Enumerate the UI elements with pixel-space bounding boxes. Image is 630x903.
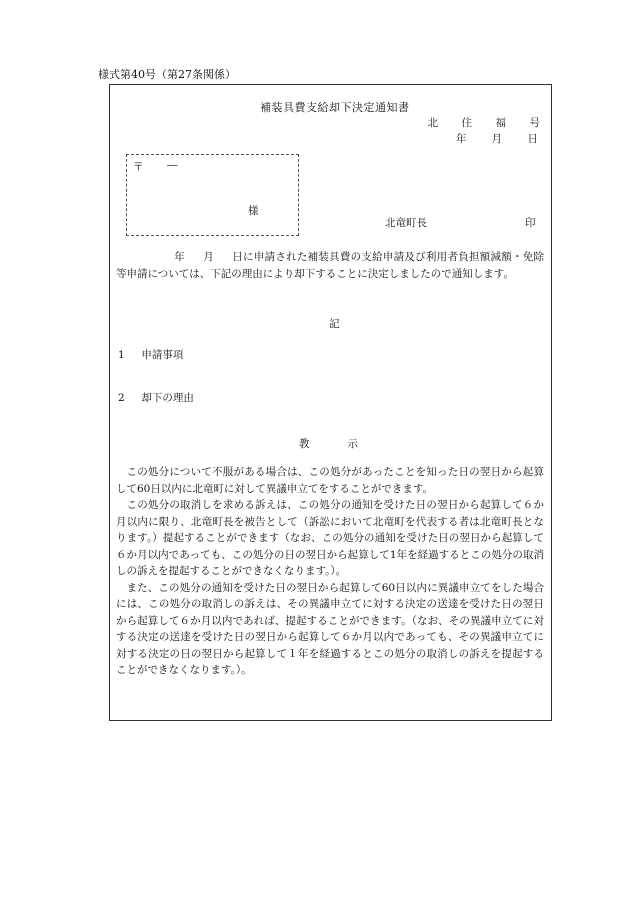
postal-dash: ― xyxy=(167,159,178,171)
body-text: 日に申請された補装具費の支給申請及び利用者負担額減額・免除等申請については、下記の理由により却下することに決定しましたので通知します。 xyxy=(116,251,544,280)
seal-mark: 印 xyxy=(525,217,536,229)
number-prefix: 北 xyxy=(427,117,438,129)
document-number-line xyxy=(420,115,540,130)
form-number: 様式第40号（第27条関係） xyxy=(98,68,236,81)
item-application xyxy=(118,347,183,362)
body-paragraph xyxy=(116,249,544,282)
address-box xyxy=(126,154,299,236)
item-label: 却下の理由 xyxy=(141,392,194,404)
date-day: 日 xyxy=(527,133,538,145)
notice-paragraph: この処分について不服がある場合は、この処分があったことを知った日の翌日から起算して60日以内に北竜町に対して異議申立てをすることができます。 xyxy=(116,466,544,495)
ki-heading: 記 xyxy=(329,318,340,330)
item-reason xyxy=(118,390,194,405)
date-year: 年 xyxy=(456,133,467,145)
body-month: 月 xyxy=(203,251,215,263)
item-label: 申請事項 xyxy=(141,349,184,361)
body-year: 年 xyxy=(174,251,186,263)
addressee-honorific: 様 xyxy=(248,205,259,217)
number-suffix: 号 xyxy=(529,117,540,129)
document-title: 補装具費支給却下決定通知書 xyxy=(260,101,410,114)
notice-paragraph: この処分の取消しを求める訴えは、この処分の通知を受けた日の翌日から起算して６か月以内に限り、北竜町長を被告として（訴訟において北竜町を代表する者は北竜町長となります。）提起することができます（なお、この処分の通知を受けた日の翌日から起算して６か月以内であっても、この処分の日の翌日から起算して1年を経過するとこの処分の取消しの訴えを提起することができなくなります。）。 xyxy=(116,499,544,577)
item-number: 2 xyxy=(118,392,125,404)
notice-paragraph: また、この処分の通知を受けた日の翌日から起算して60日以内に異議申立てをした場合には、この処分の取消しの訴えは、その異議申立てに対する決定の送達を受けた日の翌日から起算して６か月以内であれば、提起することができます。（なお、その異議申立てに対する決定の送達を受けた日の翌日から起算して６か月以内であっても、その異議申立てに対する決定の日の翌日から起算して１年を経過するとこの処分の取消しの訴えを提起することができなくなります。）。 xyxy=(116,581,544,676)
item-number: 1 xyxy=(118,349,125,361)
number-part-2: 住 xyxy=(461,117,472,129)
notice-section xyxy=(116,464,544,679)
postal-mark: 〒 xyxy=(133,161,144,173)
document-frame xyxy=(109,84,552,721)
kyoji-heading: 教示 xyxy=(299,438,396,450)
document-date-line xyxy=(456,131,538,146)
date-month: 月 xyxy=(491,133,502,145)
number-part-3: 福 xyxy=(495,117,506,129)
issuer-name: 北竜町長 xyxy=(385,217,427,229)
